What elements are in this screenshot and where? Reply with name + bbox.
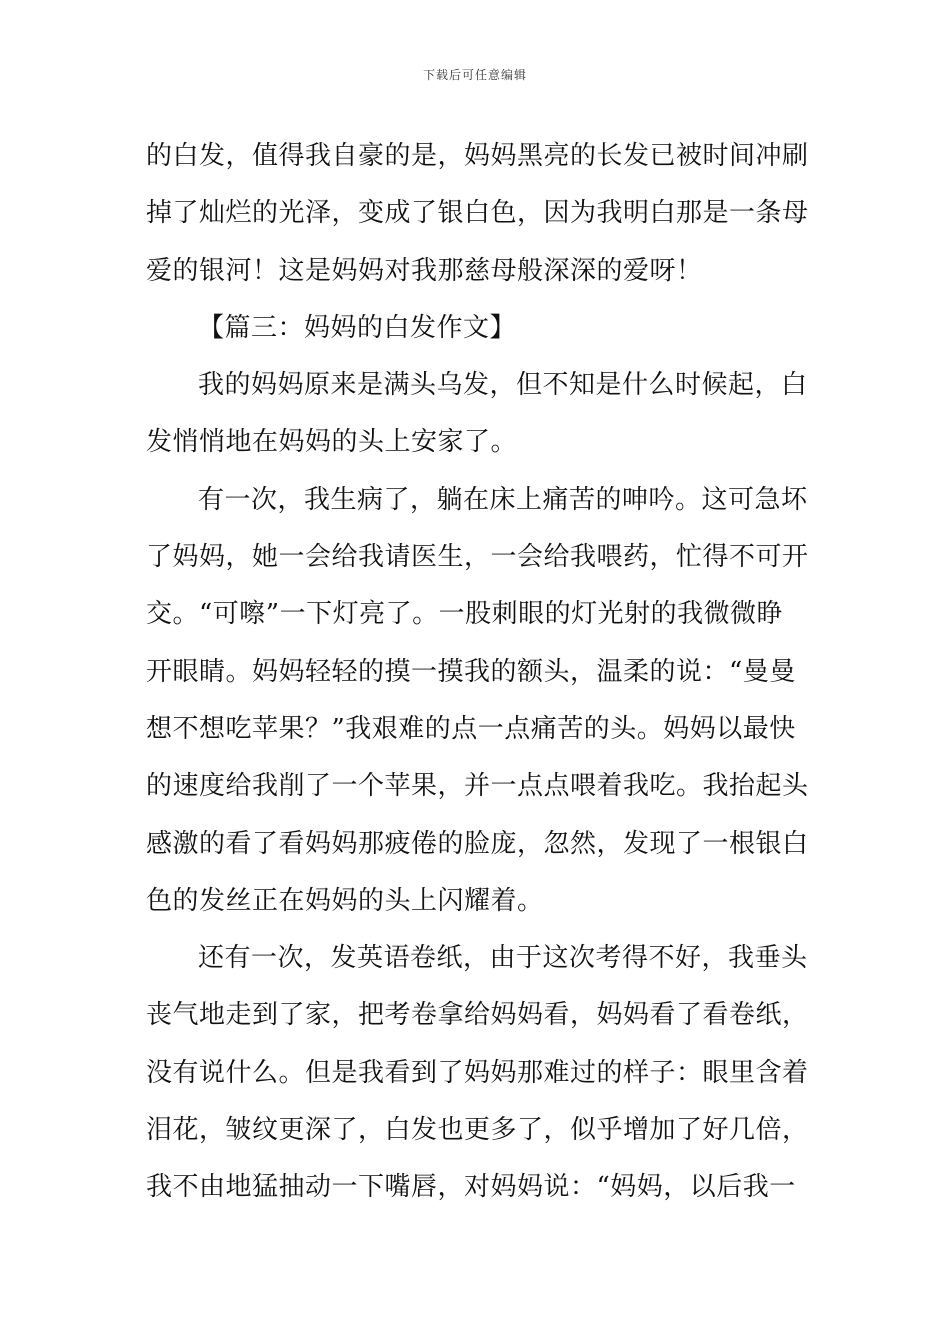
text-line: 了妈妈，她一会给我请医生，一会给我喂药，忙得不可开 [146,542,809,573]
text-line: 发悄悄地在妈妈的头上安家了。 [146,427,518,458]
text-line: 开眼睛。妈妈轻轻的摸一摸我的额头，温柔的说：“曼曼 [146,656,796,687]
document-body [146,128,810,1217]
text-line: 还有一次，发英语卷纸，由于这次考得不好，我垂头 [198,943,808,974]
text-line: 的速度给我削了一个苹果，并一点点喂着我吃。我抬起头 [146,771,809,802]
text-line: 想不想吃苹果？”我艰难的点一点痛苦的头。妈妈以最快 [146,713,796,744]
text-line: 泪花，皱纹更深了，白发也更多了，似乎增加了好几倍， [146,1115,809,1146]
text-line: 交。“可嚓”一下灯亮了。一股刺眼的灯光射的我微微睁 [146,599,784,630]
page-header: 下载后可任意编辑 [422,68,527,82]
text-line: 的白发，值得我自豪的是，妈妈黑亮的长发已被时间冲刷 [146,141,809,171]
text-line: 有一次，我生病了，躺在床上痛苦的呻吟。这可急坏 [198,484,808,515]
text-line: 我的妈妈原来是满头乌发，但不知是什么时候起，白 [198,370,808,401]
text-line: 爱的银河！这是妈妈对我那慈母般深深的爱呀！ [146,255,703,286]
text-line: 我不由地猛抽动一下嘴唇，对妈妈说：“妈妈，以后我一 [146,1172,796,1203]
section-heading: 【篇三：妈妈的白发作文】 [198,312,517,343]
text-line: 色的发丝正在妈妈的头上闪耀着。 [146,885,544,916]
text-line: 没有说什么。但是我看到了妈妈那难过的样子：眼里含着 [146,1057,809,1088]
text-line: 掉了灿烂的光泽，变成了银白色，因为我明白那是一条母 [146,198,809,229]
text-line: 丧气地走到了家，把考卷拿给妈妈看，妈妈看了看卷纸， [146,1000,809,1031]
text-line: 感激的看了看妈妈那疲倦的脸庞，忽然，发现了一根银白 [146,828,809,859]
